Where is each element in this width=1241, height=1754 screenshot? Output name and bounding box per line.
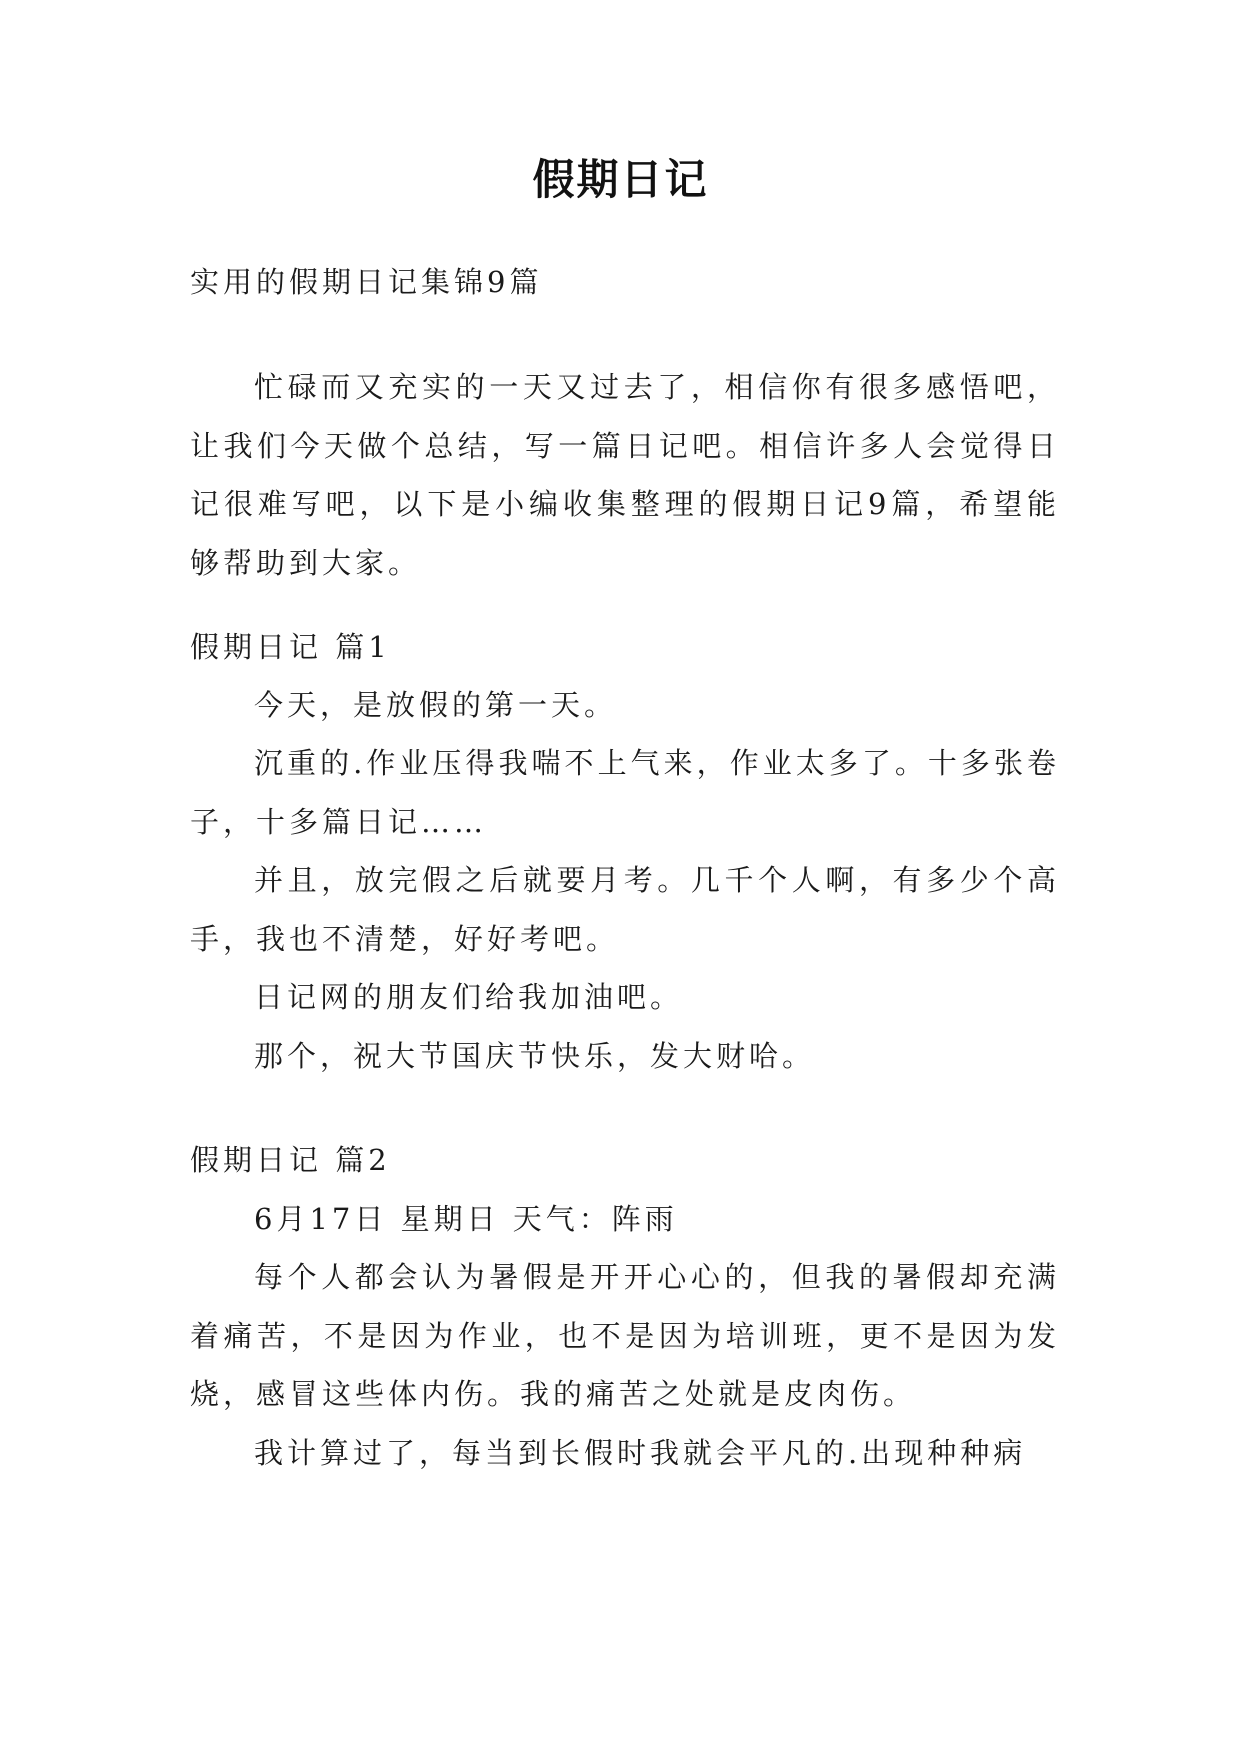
entry-2-paragraph: 每个人都会认为暑假是开开心心的，但我的暑假却充满着痛苦，不是因为作业，也不是因为培训班，更不是因为发烧，感冒这些体内伤。我的痛苦之处就是皮肉伤。 xyxy=(190,1260,1060,1411)
entry-heading-1: 假期日记 篇1 xyxy=(190,630,391,664)
entry-heading-2: 假期日记 篇2 xyxy=(190,1143,391,1177)
entry-1-paragraph: 日记网的朋友们给我加油吧。 xyxy=(254,980,684,1014)
entry-2-date-line: 6月17日 星期日 天气：阵雨 xyxy=(254,1202,678,1236)
entry-1-paragraph: 沉重的.作业压得我喘不上气来，作业太多了。十多张卷子，十多篇日记…… xyxy=(190,746,1060,839)
document-subtitle: 实用的假期日记集锦9篇 xyxy=(190,265,543,299)
document-title: 假期日记 xyxy=(532,155,709,204)
intro-paragraph: 忙碌而又充实的一天又过去了，相信你有很多感悟吧，让我们今天做个总结，写一篇日记吧。相信许多人会觉得日记很难写吧，以下是小编收集整理的假期日记9篇，希望能够帮助到大家。 xyxy=(190,370,1060,580)
entry-1-paragraph: 今天，是放假的第一天。 xyxy=(254,688,618,722)
entry-1-paragraph: 并且，放完假之后就要月考。几千个人啊，有多少个高手，我也不清楚，好好考吧。 xyxy=(190,863,1060,956)
entry-2-paragraph: 我计算过了，每当到长假时我就会平凡的.出现种种病 xyxy=(254,1436,1027,1470)
entry-1-paragraph: 那个，祝大节国庆节快乐，发大财哈。 xyxy=(254,1039,816,1073)
